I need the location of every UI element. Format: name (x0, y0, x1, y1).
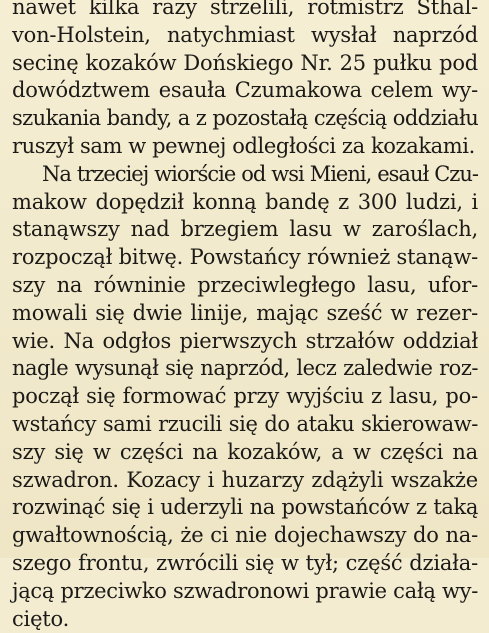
article-text (12, 0, 478, 633)
text-line: szy się w części na kozaków, a w części na (12, 439, 478, 464)
text-line: jącą przeciwko szwadronowi prawie całą wy- (12, 578, 478, 603)
text-line: rozwinąć się i uderzyli na powstańców z taką (12, 495, 478, 520)
text-line: szy na równinie przeciwległego lasu, ufor- (12, 272, 478, 297)
text-line: ruszył sam w pewnej odległości za kozakami. (12, 133, 475, 158)
text-line: nawet kilka razy strzelili, rotmistrz Sthal- (12, 0, 478, 19)
text-line: nagle wysunął się naprzód, lecz zaledwie roz- (12, 356, 478, 381)
text-line: secinę kozaków Dońskiego Nr. 25 pułku pod (12, 50, 478, 75)
text-line: makow dopędził konną bandę z 300 ludzi, i (12, 189, 478, 214)
text-line: szukania bandy, a z pozostałą częścią oddziału (12, 106, 479, 131)
text-line: wie. Na odgłos pierwszych strzałów oddział (12, 328, 478, 353)
text-line: szwadron. Kozacy i huzarzy zdążyli wszakże (12, 467, 478, 492)
text-line: Na trzeciej wiorście od wsi Mieni, esauł Czu- (42, 161, 478, 186)
text-line: szego frontu, zwrócili się w tył; część działa- (12, 550, 478, 575)
text-line: wstańcy sami rzucili się do ataku skierowaw- (12, 411, 478, 436)
text-line: von-Holstein, natychmiast wysłał naprzód (12, 22, 478, 47)
text-line: stanąwszy nad brzegiem lasu w zaroślach, (12, 217, 478, 242)
text-line: cięto. (12, 606, 70, 631)
paragraph-2 (12, 161, 478, 633)
paragraph-1 (12, 0, 478, 161)
text-line: dowództwem esauła Czumakowa celem wy- (12, 78, 478, 103)
text-line: mowali się dwie linije, mając sześć w rezer- (12, 300, 478, 325)
text-line: rozpoczął bitwę. Powstańcy również stanąw- (12, 245, 478, 270)
text-line: począł się formować przy wyjściu z lasu, po- (12, 384, 478, 409)
text-line: gwałtownością, że ci nie dojechawszy do na- (12, 523, 478, 548)
